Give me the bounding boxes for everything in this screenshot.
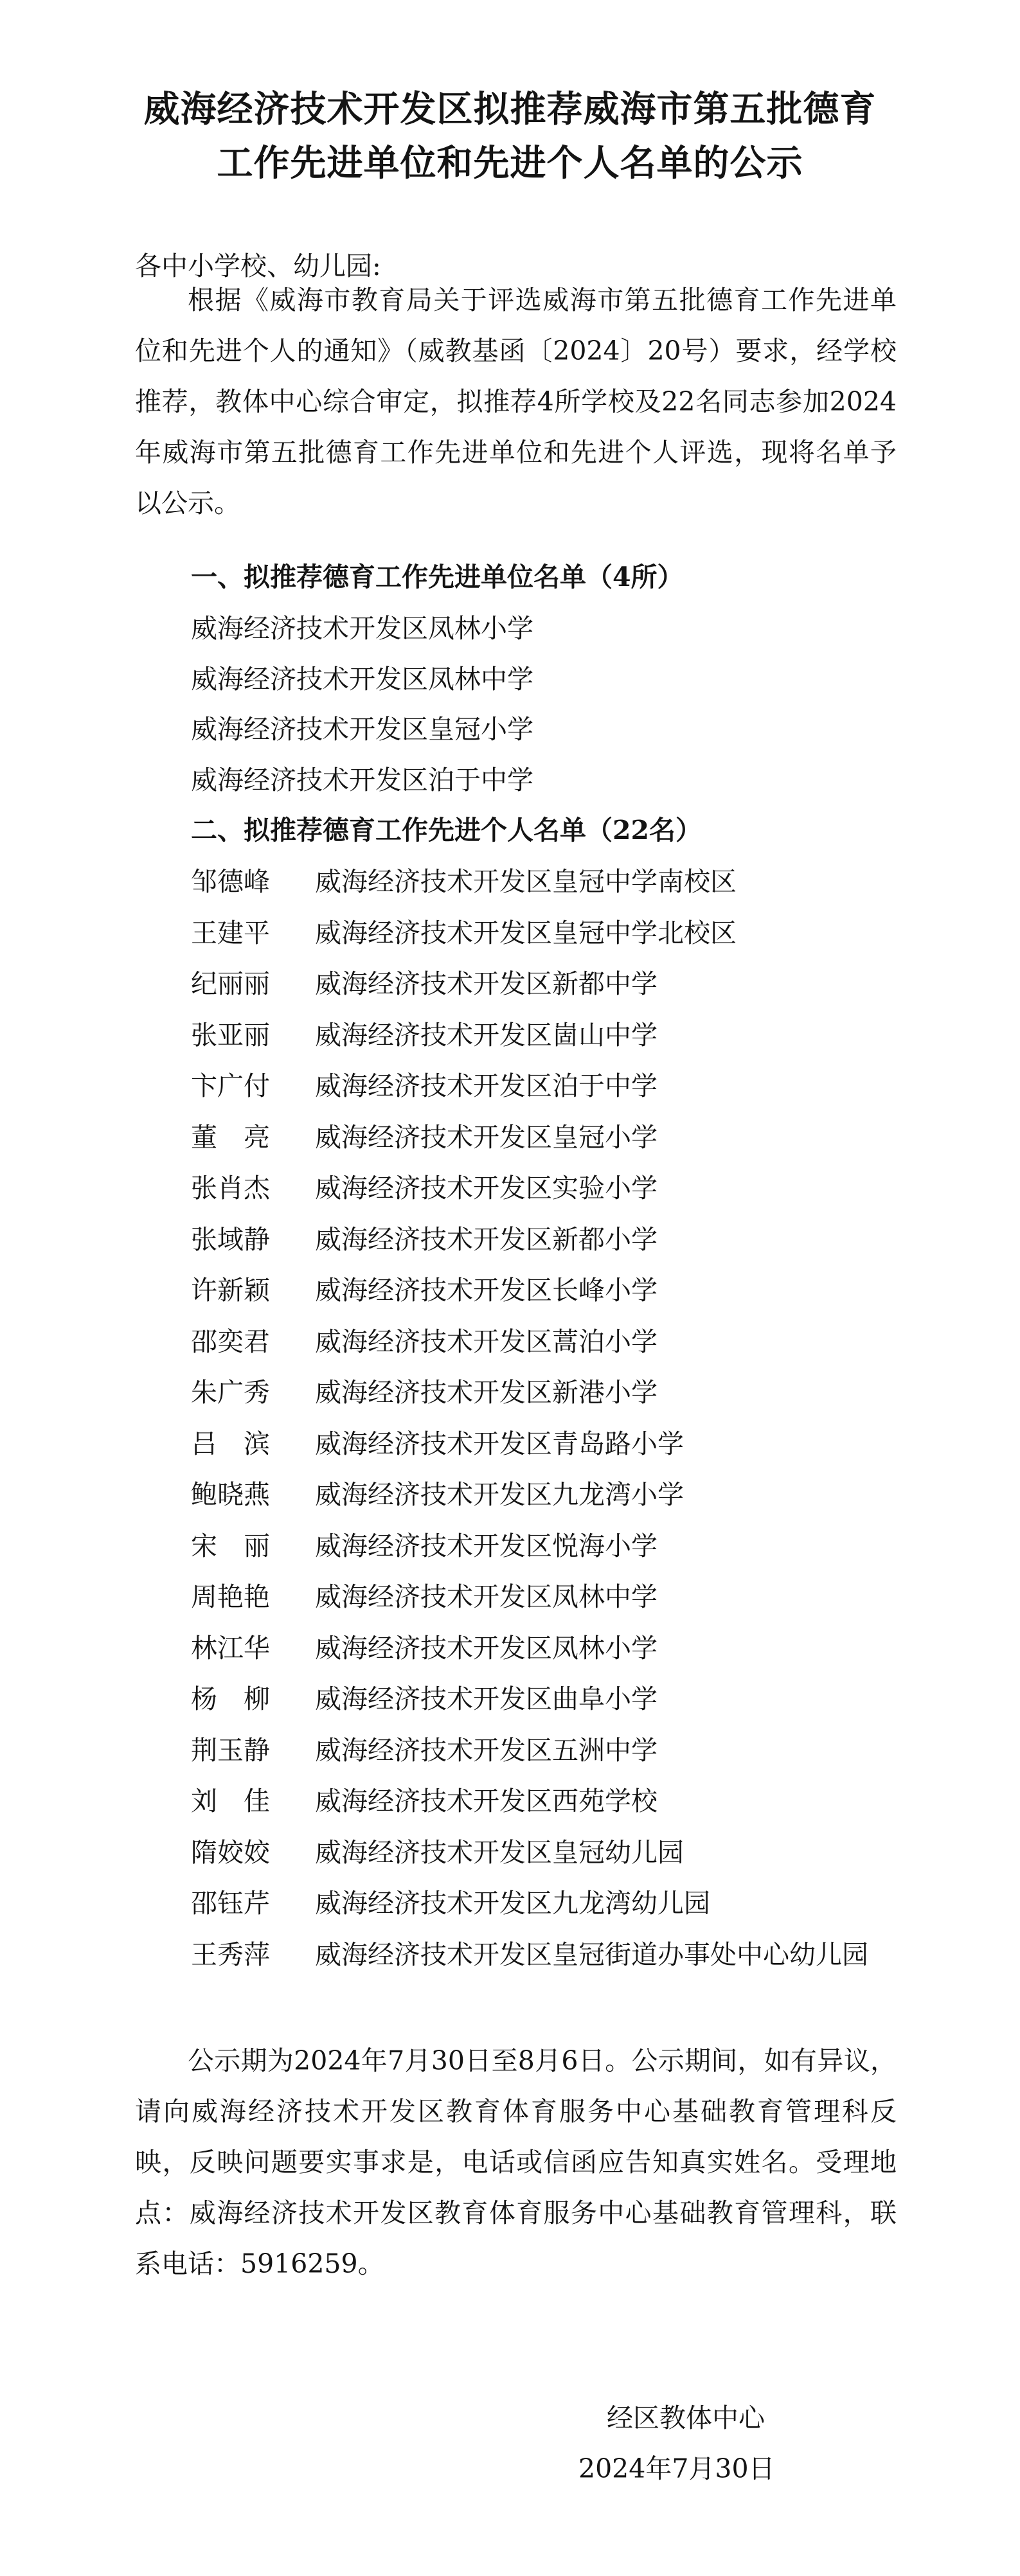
person-organization: 威海经济技术开发区泊于中学: [315, 1070, 658, 1101]
person-organization: 威海经济技术开发区皇冠幼儿园: [315, 1836, 684, 1868]
person-name: 许新颖: [191, 1275, 270, 1306]
signature-org: 经区教体中心: [607, 2403, 765, 2433]
person-name: 吕 滨: [191, 1428, 270, 1459]
person-organization: 威海经济技术开发区西苑学校: [315, 1786, 658, 1817]
person-organization: 威海经济技术开发区悦海小学: [315, 1530, 658, 1561]
person-name: 邹德峰: [191, 866, 270, 897]
person-organization: 威海经济技术开发区新都中学: [315, 968, 658, 999]
page-title-line-1: 威海经济技术开发区拟推荐威海市第五批德育: [143, 88, 877, 130]
person-organization: 威海经济技术开发区九龙湾幼儿园: [315, 1888, 710, 1919]
person-organization: 威海经济技术开发区皇冠中学北校区: [315, 917, 737, 948]
signature-date: 2024年7月30日: [578, 2453, 775, 2484]
section1-heading: 一、拟推荐德育工作先进单位名单（4所）: [191, 562, 684, 592]
intro-paragraph: 根据《威海市教育局关于评选威海市第五批德育工作先进单位和先进个人的通知》（威教基函〔2024〕20号）要求，经学校推荐，教体中心综合审定，拟推荐4所学校及22名同志参加2024年威海市第五批德育工作先进单位和先进个人评选，现将名单予以公示。: [135, 285, 897, 519]
unit-item: 威海经济技术开发区皇冠小学: [191, 714, 533, 745]
person-name: 卞广付: [191, 1070, 270, 1101]
unit-item: 威海经济技术开发区泊于中学: [191, 764, 533, 795]
section2-heading: 二、拟推荐德育工作先进个人名单（22名）: [191, 815, 702, 846]
notice-paragraph: 公示期为2024年7月30日至8月6日。公示期间，如有异议，请向威海经济技术开发区教育体育服务中心基础教育管理科反映，反映问题要实事求是，电话或信函应告知真实姓名。受理地点：威海经济技术开发区教育体育服务中心基础教育管理科，联系电话：5916259。: [135, 2045, 897, 2279]
unit-item: 威海经济技术开发区凤林中学: [191, 663, 533, 695]
person-organization: 威海经济技术开发区崮山中学: [315, 1019, 658, 1051]
person-name: 王建平: [191, 917, 270, 948]
person-organization: 威海经济技术开发区蒿泊小学: [315, 1326, 658, 1357]
person-name: 杨 柳: [191, 1683, 270, 1714]
person-name: 邵钰芹: [191, 1888, 270, 1919]
person-name: 董 亮: [191, 1121, 270, 1153]
person-organization: 威海经济技术开发区实验小学: [315, 1173, 658, 1204]
person-name: 朱广秀: [191, 1377, 270, 1408]
person-name: 宋 丽: [191, 1530, 270, 1561]
person-name: 张肖杰: [191, 1173, 270, 1204]
person-organization: 威海经济技术开发区新都小学: [315, 1223, 658, 1255]
person-name: 纪丽丽: [191, 968, 270, 999]
person-name: 刘 佳: [191, 1786, 270, 1817]
person-organization: 威海经济技术开发区九龙湾小学: [315, 1479, 684, 1510]
unit-item: 威海经济技术开发区凤林小学: [191, 613, 533, 644]
person-organization: 威海经济技术开发区长峰小学: [315, 1275, 658, 1306]
salutation: 各中小学校、幼儿园:: [135, 251, 381, 281]
person-name: 周艳艳: [191, 1581, 270, 1612]
person-organization: 威海经济技术开发区凤林中学: [315, 1581, 658, 1612]
person-name: 邵奕君: [191, 1326, 270, 1357]
person-organization: 威海经济技术开发区皇冠街道办事处中心幼儿园: [315, 1939, 868, 1970]
person-name: 鲍晓燕: [191, 1479, 270, 1510]
page-title-line-2: 工作先进单位和先进个人名单的公示: [217, 142, 803, 184]
person-organization: 威海经济技术开发区凤林小学: [315, 1632, 658, 1664]
person-name: 张亚丽: [191, 1019, 270, 1051]
person-organization: 威海经济技术开发区新港小学: [315, 1377, 658, 1408]
person-name: 林江华: [191, 1632, 270, 1664]
person-organization: 威海经济技术开发区青岛路小学: [315, 1428, 684, 1459]
person-name: 隋姣姣: [191, 1836, 270, 1868]
person-organization: 威海经济技术开发区五洲中学: [315, 1734, 658, 1766]
person-name: 张域静: [191, 1223, 270, 1255]
person-organization: 威海经济技术开发区曲阜小学: [315, 1683, 658, 1714]
person-name: 荆玉静: [191, 1734, 270, 1766]
person-organization: 威海经济技术开发区皇冠中学南校区: [315, 866, 737, 897]
person-name: 王秀萍: [191, 1939, 270, 1970]
person-organization: 威海经济技术开发区皇冠小学: [315, 1121, 658, 1153]
